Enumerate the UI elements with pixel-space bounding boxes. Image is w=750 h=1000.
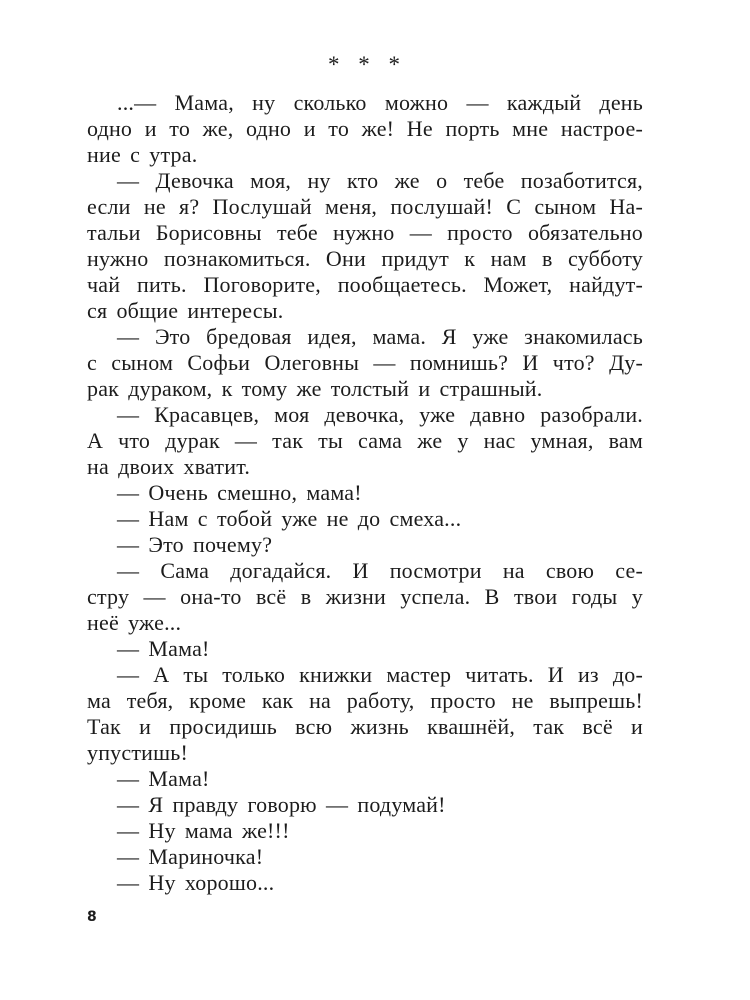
text-line: ...— Мама, ну сколько можно — каждый день xyxy=(117,90,643,115)
paragraph xyxy=(87,558,643,636)
paragraph xyxy=(87,168,643,324)
paragraph xyxy=(87,402,643,480)
text-line: — Сама догадайся. И посмотри на свою се- xyxy=(117,558,643,583)
text-line: — Девочка моя, ну кто же о тебе позаботится, xyxy=(117,168,643,193)
paragraph xyxy=(87,870,643,896)
paragraph xyxy=(87,792,643,818)
text-line: упустишь! xyxy=(87,740,189,765)
text-line: с сыном Софьи Олеговны — помнишь? И что? Ду- xyxy=(87,350,643,375)
body-text xyxy=(87,90,643,896)
text-line: — Это бредовая идея, мама. Я уже знакомилась xyxy=(117,324,643,349)
paragraph xyxy=(87,480,643,506)
text-line: — Нам с тобой уже не до смеха... xyxy=(117,506,462,531)
text-line: — Очень смешно, мама! xyxy=(117,480,362,505)
text-line: чай пить. Поговорите, пообщаетесь. Может, найдут- xyxy=(87,272,643,297)
text-line: Так и просидишь всю жизнь квашнёй, так всё и xyxy=(87,714,643,739)
text-line: ма тебя, кроме как на работу, просто не выпрешь! xyxy=(87,688,643,713)
text-line: — Красавцев, моя девочка, уже давно разобрали. xyxy=(117,402,643,427)
text-line: ся общие интересы. xyxy=(87,298,284,323)
text-line: рак дураком, к тому же толстый и страшный. xyxy=(87,376,543,401)
paragraph xyxy=(87,532,643,558)
paragraph xyxy=(87,324,643,402)
text-line: — Я правду говорю — подумай! xyxy=(117,792,446,817)
text-line: на двоих хватит. xyxy=(87,454,251,479)
text-line: если не я? Послушай меня, послушай! С сыном На- xyxy=(87,194,643,219)
paragraph xyxy=(87,766,643,792)
text-line: — А ты только книжки мастер читать. И из до- xyxy=(117,662,643,687)
text-block xyxy=(87,52,643,896)
paragraph xyxy=(87,90,643,168)
text-line: ние с утра. xyxy=(87,142,198,167)
text-line: нужно познакомиться. Они придут к нам в субботу xyxy=(87,246,643,271)
section-divider: * * * xyxy=(328,52,402,77)
text-line: одно и то же, одно и то же! Не порть мне настрое- xyxy=(87,116,643,141)
paragraph xyxy=(87,662,643,766)
text-line: А что дурак — так ты сама же у нас умная, вам xyxy=(87,428,643,453)
text-line: тальи Борисовны тебе нужно — просто обязательно xyxy=(87,220,643,245)
text-line: — Ну хорошо... xyxy=(117,870,275,895)
text-line: — Мама! xyxy=(117,766,210,791)
paragraph xyxy=(87,844,643,870)
text-line: — Мама! xyxy=(117,636,210,661)
paragraph xyxy=(87,636,643,662)
page-number: 8 xyxy=(87,909,97,925)
text-line: — Мариночка! xyxy=(117,844,264,869)
text-line: неё уже... xyxy=(87,610,182,635)
text-line: — Это почему? xyxy=(117,532,273,557)
text-line: — Ну мама же!!! xyxy=(117,818,290,843)
paragraph xyxy=(87,506,643,532)
text-line: стру — она-то всё в жизни успела. В твои годы у xyxy=(87,584,643,609)
paragraph xyxy=(87,818,643,844)
